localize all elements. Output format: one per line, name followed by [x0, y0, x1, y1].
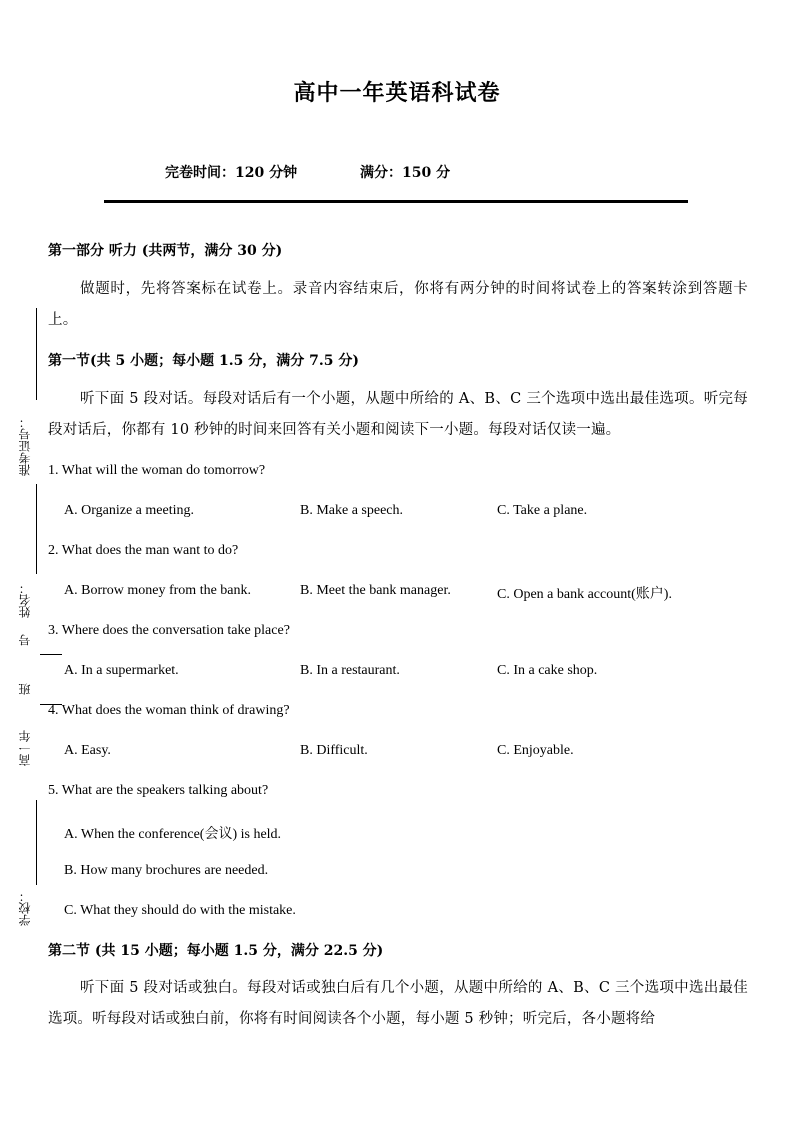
q3-option-c: C. In a cake shop. [497, 663, 598, 678]
binding-line [36, 800, 37, 885]
part1-heading: 第一部分 听力 (共两节，满分 30 分) [48, 243, 283, 259]
full-score: 满分：150 分 [360, 165, 451, 181]
q5-option-a: A. When the conference(会议) is held. [64, 827, 282, 842]
q1-option-b: B. Make a speech. [300, 503, 404, 518]
grade-label: 高一年 [18, 730, 32, 766]
number-label: 号 [18, 634, 32, 646]
section2-heading: 第二节 (共 15 小题；每小题 1.5 分，满分 22.5 分) [48, 943, 384, 959]
binding-line [36, 308, 37, 400]
question-2: 2. What does the man want to do? [48, 543, 239, 558]
q2-option-c: C. Open a bank account(账户). [497, 587, 672, 602]
binding-line [36, 484, 37, 574]
header-divider [104, 200, 688, 203]
school-label: 学校： [18, 890, 32, 926]
exam-duration: 完卷时间：120 分钟 [165, 165, 298, 181]
part1-instruction: 做题时，先将答案标在试卷上。录音内容结束后，你将有两分钟的时间将试卷上的答案转涂到答题卡上。 [48, 281, 748, 328]
q4-option-a: A. Easy. [64, 743, 111, 758]
page-title: 高中一年英语科试卷 [293, 80, 501, 106]
class-label: 班 [18, 683, 32, 695]
q5-option-c: C. What they should do with the mistake. [64, 903, 296, 918]
q2-option-b: B. Meet the bank manager. [300, 583, 451, 598]
q4-option-b: B. Difficult. [300, 743, 368, 758]
question-4: 4. What does the woman think of drawing? [48, 703, 290, 718]
q3-option-a: A. In a supermarket. [64, 663, 179, 678]
q3-option-b: B. In a restaurant. [300, 663, 400, 678]
section1-heading: 第一节(共 5 小题；每小题 1.5 分，满分 7.5 分) [48, 353, 359, 369]
q2-option-a: A. Borrow money from the bank. [64, 583, 252, 598]
exam-number-label: 准考证号： [18, 416, 32, 476]
section2-instruction: 听下面 5 段对话或独白。每段对话或独白后有几个小题，从题中所给的 A、B、C 三个选项中选出最佳选项。听每段对话或独白前，你将有时间阅读各个小题，每小题 5 秒钟；听完后，各小题将给 [48, 980, 748, 1027]
q1-option-a: A. Organize a meeting. [64, 503, 194, 518]
q5-option-b: B. How many brochures are needed. [64, 863, 269, 878]
question-5: 5. What are the speakers talking about? [48, 783, 269, 798]
number-blank [40, 654, 62, 655]
q4-option-c: C. Enjoyable. [497, 743, 574, 758]
name-label: 姓名： [18, 582, 32, 618]
section1-instruction: 听下面 5 段对话。每段对话后有一个小题，从题中所给的 A、B、C 三个选项中选出最佳选项。听完每段对话后，你都有 10 秒钟的时间来回答有关小题和阅读下一小题。每段对话仅读一遍。 [48, 391, 748, 438]
question-3: 3. Where does the conversation take place? [48, 623, 290, 638]
q1-option-c: C. Take a plane. [497, 503, 588, 518]
question-1: 1. What will the woman do tomorrow? [48, 463, 266, 478]
